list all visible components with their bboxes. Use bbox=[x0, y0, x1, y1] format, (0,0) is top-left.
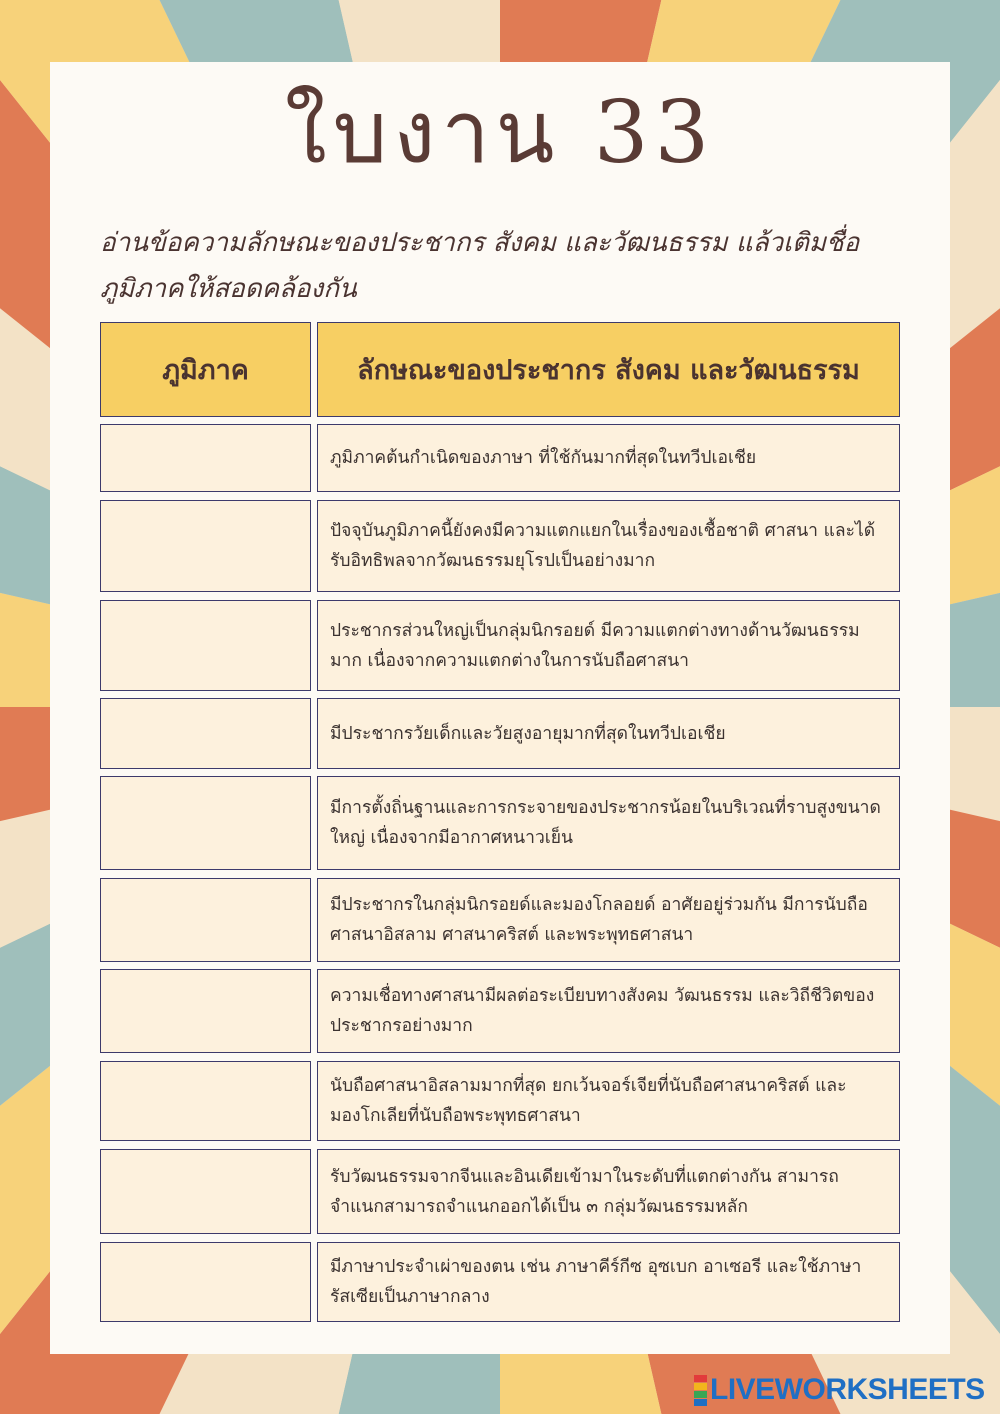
characteristic-text: ประชากรส่วนใหญ่เป็นกลุ่มนิกรอยด์ มีความแตกต่างทางด้านวัฒนธรรมมาก เนื่องจากความแตกต่างในการนับถือศาสนา bbox=[330, 620, 860, 671]
characteristic-text: มีการตั้งถิ่นฐานและการกระจายของประชากรน้อยในบริเวณที่ราบสูงขนาดใหญ่ เนื่องจากมีอากาศหนาวเย็น bbox=[330, 798, 881, 848]
characteristic-text: ภูมิภาคต้นกำเนิดของภาษา ที่ใช้กันมากที่สุดในทวีปเอเชีย bbox=[330, 448, 757, 468]
header-characteristics-label: ลักษณะของประชากร สังคม และวัฒนธรรม bbox=[357, 355, 860, 386]
logo-icon bbox=[694, 1375, 707, 1406]
answer-cell[interactable] bbox=[100, 600, 311, 691]
characteristic-cell bbox=[317, 878, 900, 962]
characteristic-text: มีภาษาประจำเผ่าของตน เช่น ภาษาคีร์กีซ อุซเบก อาเซอรี และใช้ภาษารัสเซียเป็นภาษากลาง bbox=[330, 1257, 862, 1307]
answer-cell[interactable] bbox=[100, 878, 311, 962]
logo-text: LIVEWORKSHEETS bbox=[710, 1373, 985, 1406]
header-characteristics bbox=[317, 322, 900, 417]
characteristic-text: มีประชากรวัยเด็กและวัยสูงอายุมากที่สุดในทวีปเอเชีย bbox=[330, 723, 726, 744]
characteristic-text: ปัจจุบันภูมิภาคนี้ยังคงมีความแตกแยกในเรื่องของเชื้อชาติ ศาสนา และได้รับอิทธิพลจากวัฒนธรรมยุโรปเป็นอย่างมาก bbox=[330, 521, 876, 571]
characteristic-cell bbox=[317, 1242, 900, 1322]
instruction-text: อ่านข้อความลักษณะของประชากร สังคม และวัฒนธรรม แล้วเติมชื่อภูมิภาคให้สอดคล้องกัน bbox=[100, 228, 860, 304]
answer-cell[interactable] bbox=[100, 424, 311, 492]
characteristic-text: นับถือศาสนาอิสลามมากที่สุด ยกเว้นจอร์เจียที่นับถือศาสนาคริสต์ และมองโกเลียที่นับถือพระพุทธศาสนา bbox=[330, 1076, 847, 1126]
characteristic-cell bbox=[317, 1061, 900, 1141]
characteristic-cell bbox=[317, 500, 900, 592]
header-region bbox=[100, 322, 311, 417]
answer-cell[interactable] bbox=[100, 969, 311, 1053]
header-region-label: ภูมิภาค bbox=[162, 355, 249, 386]
answer-cell[interactable] bbox=[100, 1242, 311, 1322]
characteristic-cell bbox=[317, 424, 900, 492]
characteristic-cell bbox=[317, 776, 900, 870]
liveworksheets-logo bbox=[694, 1373, 985, 1407]
answer-cell[interactable] bbox=[100, 1061, 311, 1141]
answer-cell[interactable] bbox=[100, 500, 311, 592]
answer-cell[interactable] bbox=[100, 698, 311, 769]
characteristic-text: มีประชากรในกลุ่มนิกรอยด์และมองโกลอยด์ อาศัยอยู่ร่วมกัน มีการนับถือศาสนาอิสลาม ศาสนาคริสต์ และพระพุทธศาสนา bbox=[330, 895, 868, 945]
characteristic-text: ความเชื่อทางศาสนามีผลต่อระเบียบทางสังคม วัฒนธรรม และวิถีชีวิตของประชากรอย่างมาก bbox=[330, 986, 875, 1036]
characteristic-cell bbox=[317, 600, 900, 691]
characteristic-cell bbox=[317, 1149, 900, 1234]
characteristic-cell bbox=[317, 969, 900, 1053]
characteristic-text: รับวัฒนธรรมจากจีนและอินเดียเข้ามาในระดับที่แตกต่างกัน สามารถจำแนกสามารถจำแนกออกได้เป็น ๓ กลุ่มวัฒนธรรมหลัก bbox=[330, 1166, 839, 1217]
answer-cell[interactable] bbox=[100, 1149, 311, 1234]
answer-cell[interactable] bbox=[100, 776, 311, 870]
page-title: ใบงาน 33 bbox=[284, 83, 716, 183]
characteristic-cell bbox=[317, 698, 900, 769]
